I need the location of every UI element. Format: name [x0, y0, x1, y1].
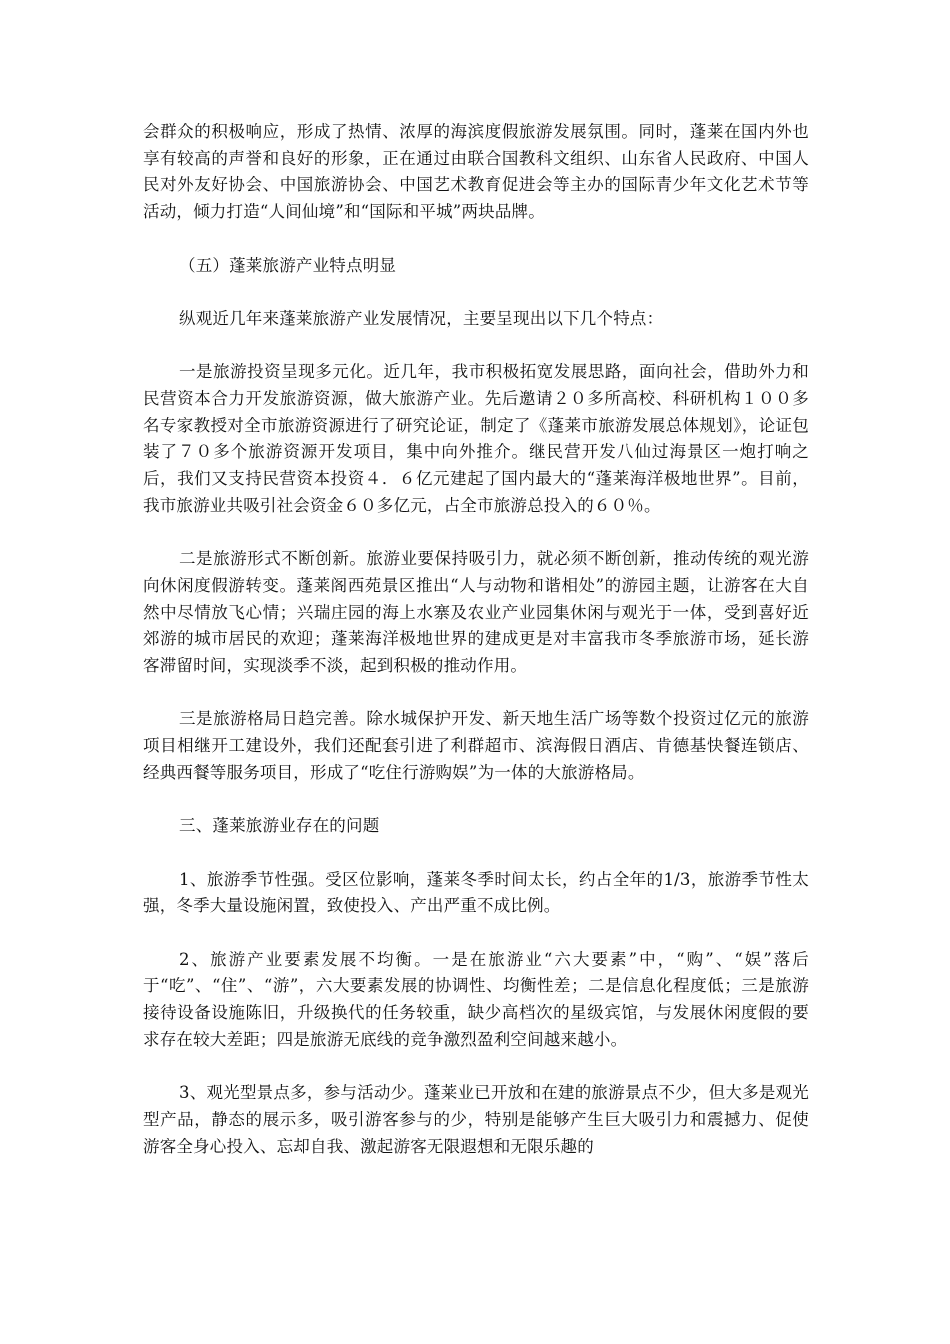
paragraph-tourism-pattern: 三是旅游格局日趋完善。除水城保护开发、新天地生活广场等数个投资过亿元的旅游项目相继开工建设外，我们还配套引进了利群超市、滨海假日酒店、肯德基快餐连锁店、经典西餐等服务项目，形成了“吃住行游购娱”为一体的大旅游格局。	[143, 709, 809, 782]
section-heading-problems: 三、蓬莱旅游业存在的问题	[179, 816, 380, 836]
paragraph-investment-diversified: 一是旅游投资呈现多元化。近几年，我市积极拓宽发展思路，面向社会，借助外力和民营资本合力开发旅游资源，做大旅游产业。先后邀请２０多所高校、科研机构１００多名专家教授对全市旅游资源进行了研究论证，制定了《蓬莱市旅游发展总体规划》，论证包装了７０多个旅游资源开发项目，集中向外推介。继民营开发八仙过海景区一炮打响之后，我们又支持民营资本投资４．６亿元建起了国内最大的“蓬莱海洋极地世界”。目前，我市旅游业共吸引社会资金６０多亿元，占全市旅游总投入的６０％。	[143, 362, 809, 515]
paragraph-problem-seasonal: 1、旅游季节性强。受区位影响，蓬莱冬季时间太长，约占全年的1/3，旅游季节性太强，冬季大量设施闲置，致使投入、产出严重不成比例。	[143, 869, 809, 916]
paragraph-problem-unbalanced: 2、旅游产业要素发展不均衡。一是在旅游业“六大要素”中，“购”、“娱”落后于“吃”、“住”、“游”，六大要素发展的协调性、均衡性差；二是信息化程度低；三是旅游接待设备设施陈旧，升级换代的任务较重，缺少高档次的星级宾馆，与发展休闲度假的要求存在较大差距；四是旅游无底线的竞争激烈盈利空间越来越小。	[143, 949, 809, 1049]
section-heading-features: （五）蓬莱旅游产业特点明显	[179, 255, 397, 275]
paragraph-tourism-innovation: 二是旅游形式不断创新。旅游业要保持吸引力，就必须不断创新，推动传统的观光游向休闲度假游转变。蓬莱阁西苑景区推出“人与动物和谐相处”的游园主题，让游客在大自然中尽情放飞心情；兴瑞庄园的海上水寨及农业产业园集休闲与观光于一体，受到喜好近郊游的城市居民的欢迎；蓬莱海洋极地世界的建成更是对丰富我市冬季旅游市场，延长游客滞留时间，实现淡季不淡，起到积极的推动作用。	[143, 549, 809, 675]
paragraph-features-intro: 纵观近几年来蓬莱旅游产业发展情况，主要呈现出以下几个特点：	[179, 308, 664, 328]
document-page	[143, 119, 809, 1187]
paragraph-brand-building: 会群众的积极响应，形成了热情、浓厚的海滨度假旅游发展氛围。同时，蓬莱在国内外也享有较高的声誉和良好的形象，正在通过由联合国教科文组织、山东省人民政府、中国人民对外友好协会、中国旅游协会、中国艺术教育促进会等主办的国际青少年文化艺术节等活动，倾力打造“人间仙境”和“国际和平城”两块品牌。	[143, 122, 809, 222]
paragraph-problem-sightseeing: 3、观光型景点多，参与活动少。蓬莱业已开放和在建的旅游景点不少，但大多是观光型产品，静态的展示多，吸引游客参与的少，特别是能够产生巨大吸引力和震撼力、促使游客全身心投入、忘却自我、激起游客无限遐想和无限乐趣的	[143, 1083, 809, 1156]
